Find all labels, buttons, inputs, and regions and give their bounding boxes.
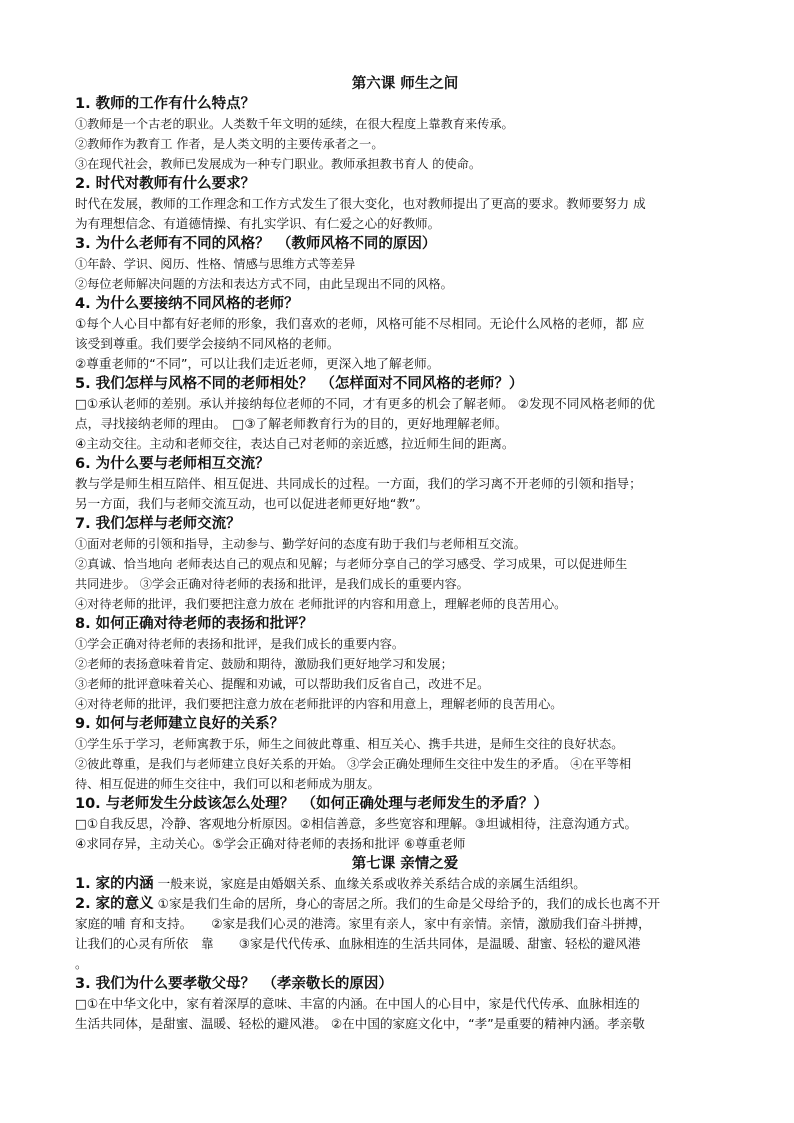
answer-line: 共同进步。 ③学会正确对待老师的表扬和批评，是我们成长的重要内容。 [75, 577, 469, 591]
answer-9 [75, 734, 725, 794]
answer-10 [75, 814, 725, 854]
answer-3 [75, 254, 725, 294]
question-1: 1. 教师的工作有什么特点？ [75, 96, 256, 112]
lesson-7-title: 第七课 亲情之爱 [351, 856, 459, 872]
answer-line: 教与学是师生相互陪伴、相互促进、共同成长的过程。一方面，我们的学习离不开老师的引领和指导； [75, 476, 642, 491]
question-6: 6. 为什么要与老师相互交流？ [75, 456, 270, 472]
answer-line: ①学生乐于学习，老师寓教于乐，师生之间彼此尊重、相互关心、携手共进，是师生交往的良好状态。 [75, 737, 624, 751]
answer-line: ④对待老师的批评，我们要把注意力放在老师批评的内容和用意上，理解老师的良苦用心。 [75, 697, 563, 711]
definition-line [75, 874, 725, 894]
answer-7 [75, 534, 725, 614]
question-7-3: 3. 我们为什么要孝敬父母？ （孝亲敬长的原因） [75, 976, 393, 992]
answer-7-2 [75, 894, 725, 974]
question-4: 4. 为什么要接纳不同风格的老师？ [75, 296, 299, 312]
definition-line [75, 894, 725, 914]
answer-line: □①承认老师的差别。承认并接纳每位老师的不同，才有更多的机会了解老师。 ②发现不同风格老师的优 [75, 396, 656, 411]
answer-7-3 [75, 994, 725, 1034]
question-2: 2. 时代对教师有什么要求？ [75, 176, 256, 192]
answer-line: ④主动交往。主动和老师交往，表达自己对老师的亲近感，拉近师生间的距离。 [75, 436, 515, 451]
answer-line: ①面对老师的引领和指导，主动参与、勤学好问的态度有助于我们与老师相互交流。 [75, 537, 526, 551]
answer-line: 生活共同体，是甜蜜、温暖、轻松的避风港。 ②在中国的家庭文化中，“孝”是重要的精神内涵。孝亲敬 [75, 1016, 645, 1031]
answer-line: 让我们的心灵有所依 靠 ③家是代代传承、血脉相连的生活共同体，是温暖、甜蜜、轻松的避风港 [75, 936, 641, 951]
term-label: 2. 家的意义 [75, 896, 154, 912]
question-5: 5. 我们怎样与风格不同的老师相处？ （怎样面对不同风格的老师？） [75, 376, 524, 392]
answer-6 [75, 474, 725, 514]
answer-line: ②彼此尊重，是我们与老师建立良好关系的开始。 ③学会正确处理师生交往中发生的矛盾。 ④在平等相 [75, 757, 632, 771]
definition-text: ①家是我们生命的居所，身心的寄居之所。我们的生命是父母给予的，我们的成长也离不开 [153, 896, 661, 911]
answer-line: 点，寻找接纳老师的理由。 □③了解老师教育行为的目的，更好地理解老师。 [75, 416, 508, 431]
answer-1 [75, 114, 725, 174]
answer-line: ③在现代社会，教师已发展成为一种专门职业。教师承担教书育人 的使命。 [75, 157, 482, 171]
answer-line: 时代在发展，教师的工作理念和工作方式发生了很大变化，也对教师提出了更高的要求。教师要努力 成 [75, 196, 646, 211]
answer-line: 待、相互促进的师生交往中，我们可以和老师成为朋友。 [75, 777, 380, 791]
question-9: 9. 如何与老师建立良好的关系？ [75, 716, 285, 732]
answer-line: □①自我反思，冷静、客观地分析原因。②相信善意，多些宽容和理解。③坦诚相待，注意沟通方式。 [75, 816, 638, 831]
answer-8 [75, 634, 725, 714]
answer-line: 该受到尊重。我们要学会接纳不同风格的老师。 [75, 336, 340, 351]
definition-text: 一般来说，家庭是由婚姻关系、血缘关系或收养关系结合成的亲属生活组织。 [153, 876, 586, 891]
lesson-6-title: 第六课 师生之间 [351, 76, 459, 92]
question-8: 8. 如何正确对待老师的表扬和批评？ [75, 616, 314, 632]
answer-2 [75, 194, 725, 234]
answer-line: 为有理想信念、有道德情操、有扎实学识、有仁爱之心的好教师。 [75, 216, 441, 231]
answer-line: ④对待老师的批评，我们要把注意力放在 老师批评的内容和用意上，理解老师的良苦用心。 [75, 597, 567, 611]
answer-line: 另一方面，我们与老师交流互动，也可以促进老师更好地“教”。 [75, 496, 429, 511]
answer-line: ②老师的表扬意味着肯定、鼓励和期待，激励我们更好地学习和发展； [75, 657, 453, 671]
term-label: 1. 家的内涵 [75, 876, 154, 892]
answer-line: ①每个人心目中都有好老师的形象，我们喜欢的老师，风格可能不尽相同。无论什么风格的老师，都 应 [75, 316, 645, 331]
answer-5 [75, 394, 725, 454]
answer-4 [75, 314, 725, 374]
answer-line: ①教师是一个古老的职业。人类数千年文明的延续，在很大程度上靠教育来传承。 [75, 117, 514, 131]
answer-line: ②真诚、恰当地向 老师表达自己的观点和见解；与老师分享自己的学习感受、学习成果，可以促进师生 [75, 557, 628, 571]
answer-line: ②尊重老师的“不同”，可以让我们走近老师，更深入地了解老师。 [75, 356, 440, 371]
question-3: 3. 为什么老师有不同的风格？ （教师风格不同的原因） [75, 236, 437, 252]
document-page [75, 74, 725, 1034]
answer-line: □①在中华文化中，家有着深厚的意味、丰富的内涵。在中国人的心目中，家是代代传承、血脉相连的 [75, 996, 640, 1011]
answer-line: ①年龄、学识、阅历、性格、情感与思维方式等差异 [75, 257, 356, 271]
answer-7-1 [75, 874, 725, 894]
answer-line: 家庭的哺 育和支持。 ②家是我们心灵的港湾。家里有亲人，家中有亲情。亲情，激励我们奋斗拼搏， [75, 916, 651, 931]
answer-line: ②每位老师解决问题的方法和表达方式不同，由此呈现出不同的风格。 [75, 277, 453, 291]
answer-line: ②教师作为教育工 作者，是人类文明的主要传承者之一。 [75, 137, 384, 151]
question-7: 7. 我们怎样与老师交流？ [75, 516, 241, 532]
answer-line: ④求同存异，主动关心。⑤学会正确对待老师的表扬和批评 ⑥尊重老师 [75, 836, 466, 851]
answer-line: 。 [75, 956, 88, 971]
answer-line: ①学会正确对待老师的表扬和批评，是我们成长的重要内容。 [75, 637, 405, 651]
answer-line: ③老师的批评意味着关心、提醒和劝诫，可以帮助我们反省自己，改进不足。 [75, 677, 490, 691]
question-10: 10. 与老师发生分歧该怎么处理？ （如何正确处理与老师发生的矛盾？） [75, 796, 548, 812]
